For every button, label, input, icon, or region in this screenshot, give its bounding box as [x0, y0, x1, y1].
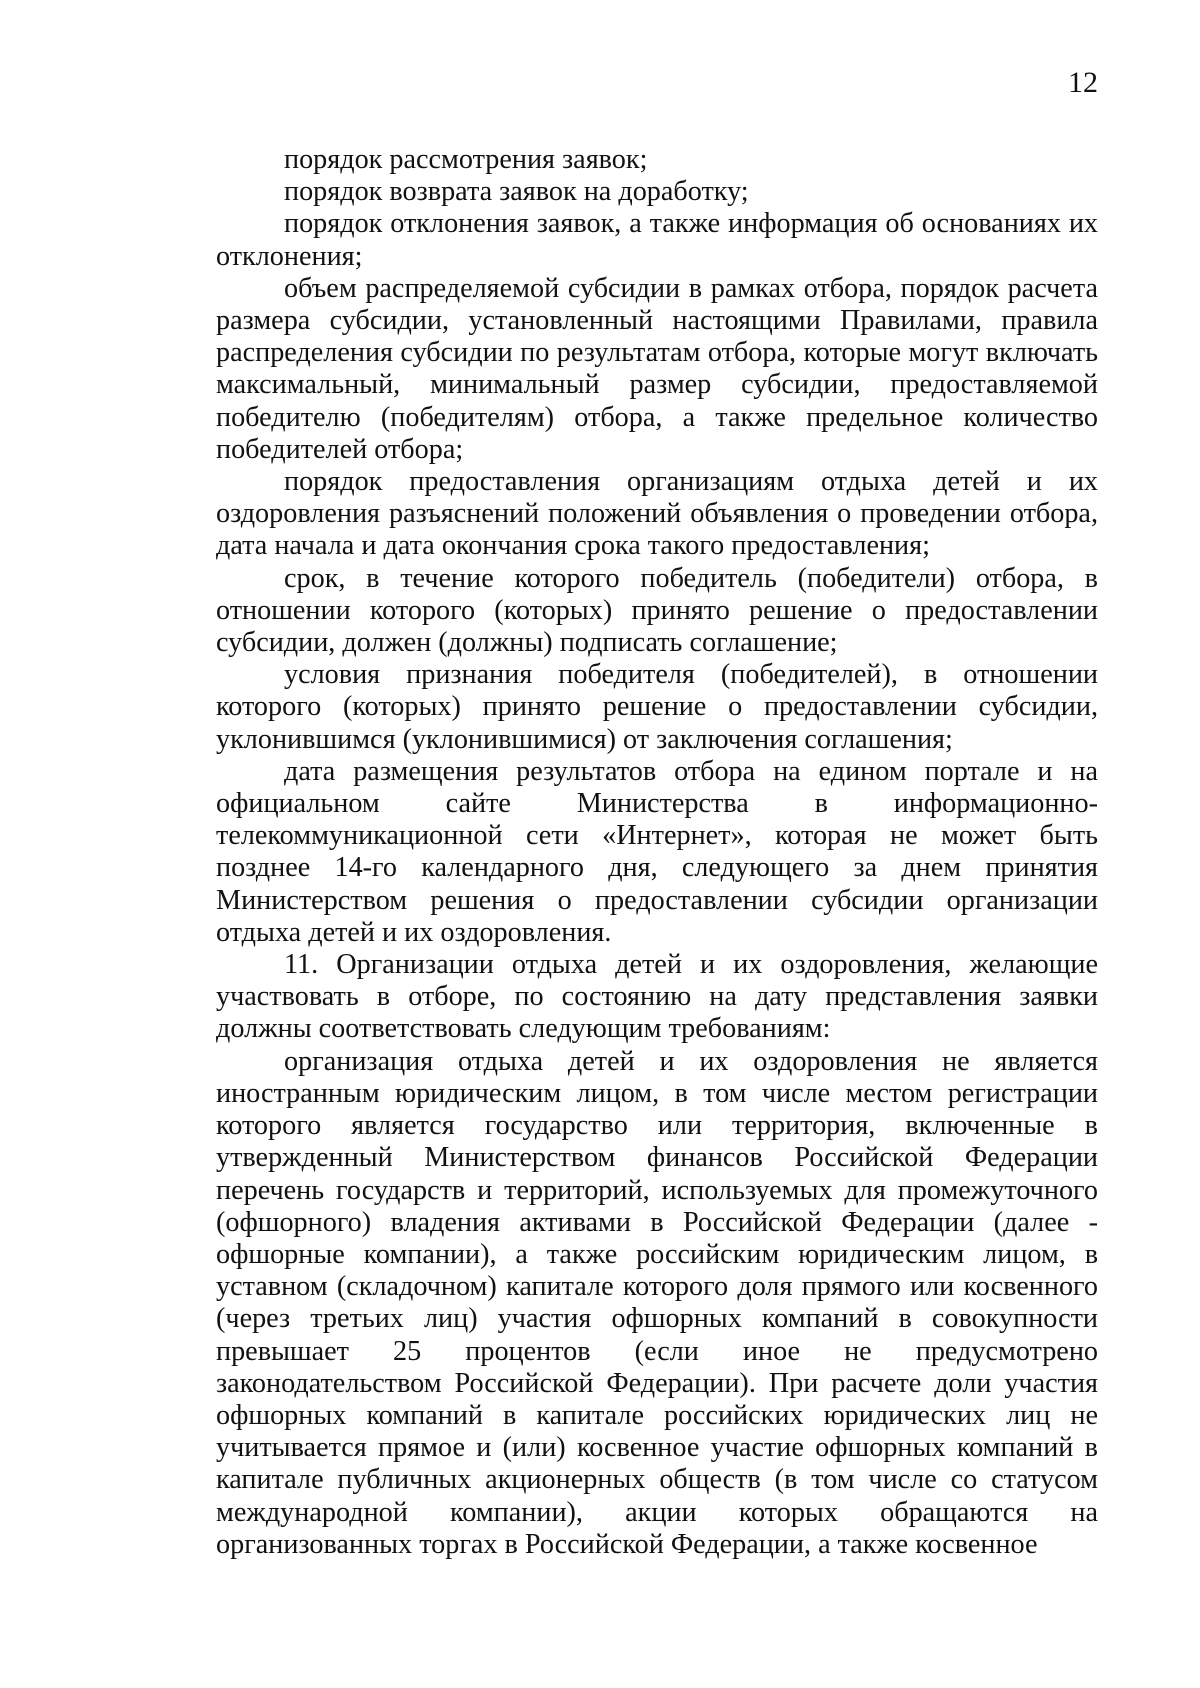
paragraph-clarifications-procedure: порядок предоставления организациям отдыха детей и их оздоровления разъяснений положений объявления о проведении отбора, дата начала и дата окончания срока такого предоставления;	[216, 466, 1098, 562]
paragraph-section-11: 11. Организации отдыха детей и их оздоровления, желающие участвовать в отборе, по состоянию на дату представления заявки должны соответствовать следующим требованиям:	[216, 949, 1098, 1045]
paragraph-offshore-requirement: организация отдыха детей и их оздоровления не является иностранным юридическим лицом, в том числе местом регистрации которого является государство или территория, включенные в утвержденный Министерством финансов Российской Федерации перечень государств и территорий, используемых для промежуточного (офшорного) владения активами в Российской Федерации (далее - офшорные компании), а также российским юридическим лицом, в уставном (складочном) капитале которого доля прямого или косвенного (через третьих лиц) участия офшорных компаний в совокупности превышает 25 процентов (если иное не предусмотрено законодательством Российской Федерации). При расчете доли участия офшорных компаний в капитале российских юридических лиц не учитывается прямое и (или) косвенное участие офшорных компаний в капитале публичных акционерных обществ (в том числе со статусом международной компании), акции которых обращаются на организованных торгах в Российской Федерации, а также косвенное	[216, 1045, 1098, 1560]
paragraph-return-procedure: порядок возврата заявок на доработку;	[284, 176, 749, 208]
paragraph-rejection-procedure: порядок отклонения заявок, а также информация об основаниях их отклонения;	[216, 208, 1098, 272]
paragraph-agreement-deadline: срок, в течение которого победитель (победители) отбора, в отношении которого (которых) принято решение о предоставлении субсидии, должен (должны) подписать соглашение;	[216, 562, 1098, 659]
paragraph-evasion-conditions: условия признания победителя (победителей), в отношении которого (которых) принято решение о предоставлении субсидии, уклонившимся (уклонившимися) от заключения соглашения;	[216, 659, 1098, 755]
paragraph-results-publication: дата размещения результатов отбора на едином портале и на официальном сайте Министерства в информационно-телекоммуникационной сети «Интернет», которая не может быть позднее 14-го календарного дня, следующего за днем принятия Министерством решения о предоставлении субсидии организации отдыха детей и их оздоровления.	[216, 755, 1098, 948]
document-body	[216, 144, 1098, 1561]
page-number: 12	[1068, 66, 1098, 99]
paragraph-review-procedure: порядок рассмотрения заявок;	[284, 144, 648, 175]
paragraph-subsidy-volume: объем распределяемой субсидии в рамках отбора, порядок расчета размера субсидии, установленный настоящими Правилами, правила распределения субсидии по результатам отбора, которые могут включать максимальный, минимальный размер субсидии, предоставляемой победителю (победителям) отбора, а также предельное количество победителей отбора;	[216, 272, 1098, 465]
